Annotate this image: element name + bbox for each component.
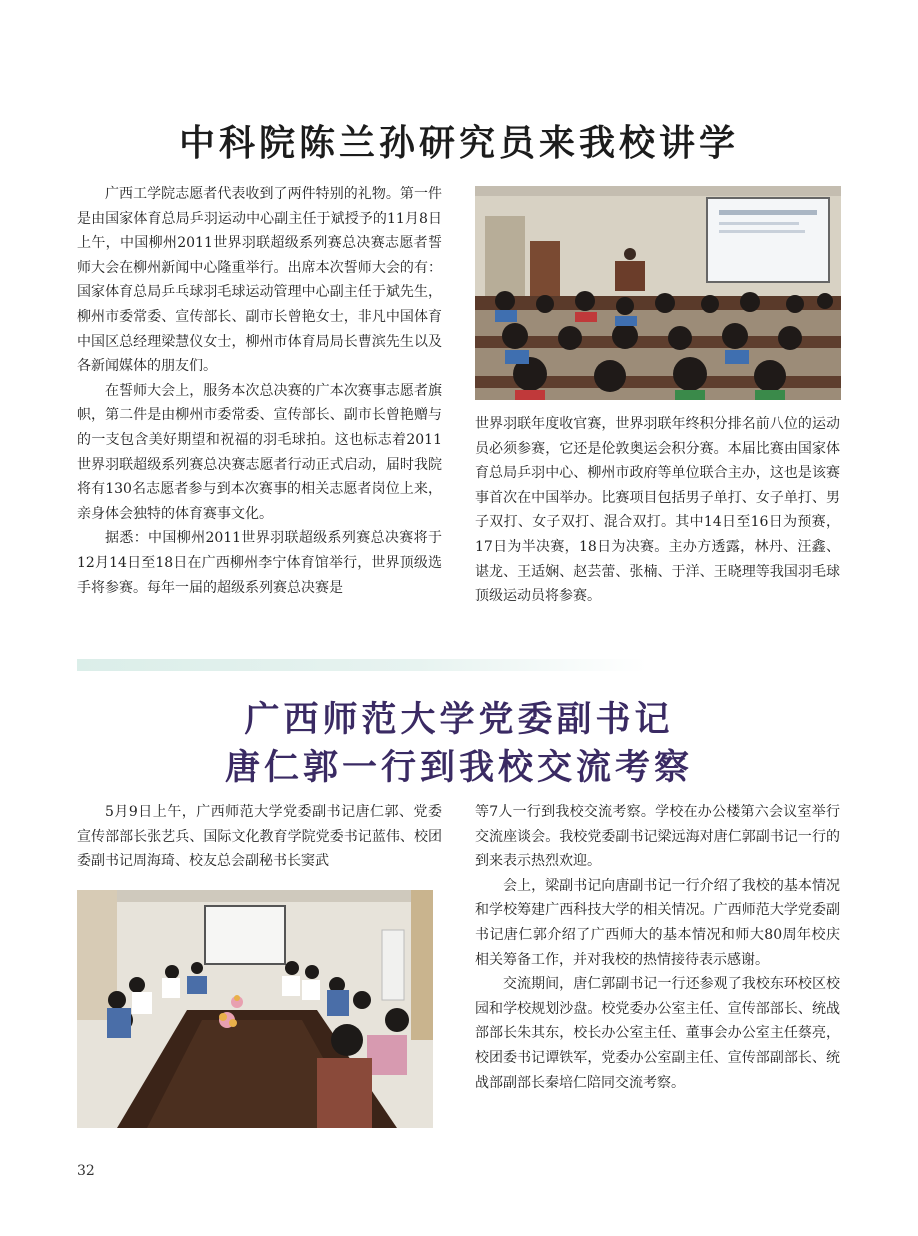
article2-paragraph-4: 交流期间，唐仁郭副书记一行还参观了我校东环校区校园和学校规划沙盘。校党委办公室主任、宣传部部长、统战部部长朱其东，校长办公室主任、董事会办公室主任蔡亮，校团委书记谭铁军，党委办公室副主任、宣传部副部长、统战部副部长秦培仁陪同交流考察。: [475, 976, 840, 1091]
lecture-hall-illustration: [475, 186, 841, 400]
meeting-room-illustration: [77, 890, 433, 1128]
section-divider: [77, 659, 647, 671]
article1-right-column: [475, 412, 840, 609]
article1-left-column: [77, 182, 442, 600]
lecture-hall-photo: [475, 186, 841, 400]
meeting-room-photo: [77, 890, 433, 1128]
page-number: 32: [77, 1163, 95, 1179]
article2-paragraph-3: 会上，梁副书记向唐副书记一行介绍了我校的基本情况和学校筹建广西科技大学的相关情况。广西师范大学党委副书记唐仁郭介绍了广西师大的基本情况和师大80周年校庆相关筹备工作，并对我校的热情接待表示感谢。: [475, 877, 840, 968]
article2-left-column: [77, 800, 442, 874]
article1-paragraph-4: 世界羽联年度收官赛，世界羽联年终积分排名前八位的运动员必须参赛，它还是伦敦奥运会积分赛。本届比赛由国家体育总局乒羽中心、柳州市政府等单位联合主办，这也是该赛事首次在中国举办。比赛项目包括男子单打、女子单打、男子双打、女子双打、混合双打。其中14日至16日为预赛，17日为半决赛，18日为决赛。主办方透露，林丹、汪鑫、谌龙、王适娴、赵芸蕾、张楠、于洋、王晓理等我国羽毛球顶级运动员将参赛。: [475, 416, 840, 605]
article1-title: 中科院陈兰孙研究员来我校讲学: [178, 123, 739, 164]
article2-title-line2: 唐仁郭一行到我校交流考察: [224, 748, 693, 788]
article1-paragraph-3: 据悉：中国柳州2011世界羽联超级系列赛总决赛将于12月14日至18日在广西柳州李宁体育馆举行，世界顶级选手将参赛。每年一届的超级系列赛总决赛是: [77, 530, 442, 596]
article2-right-column: [475, 800, 840, 1095]
article2-paragraph-2: 等7人一行到我校交流考察。学校在办公楼第六会议室举行交流座谈会。我校党委副书记梁远海对唐仁郭副书记一行的到来表示热烈欢迎。: [475, 804, 840, 870]
article1-paragraph-1: 广西工学院志愿者代表收到了两件特别的礼物。第一件是由国家体育总局乒羽运动中心副主任于斌授予的11月8日上午，中国柳州2011世界羽联超级系列赛总决赛志愿者誓师大会在柳州新闻中心隆重举行。出席本次誓师大会的有：国家体育总局乒乓球羽毛球运动管理中心副主任于斌先生，柳州市委常委、宣传部长、副市长曾艳女士，非凡中国体育中国区总经理梁慧仪女士，柳州市体育局局长曹滨先生以及各新闻媒体的朋友们。: [77, 186, 442, 375]
article2-paragraph-1: 5月9日上午，广西师范大学党委副书记唐仁郭、党委宣传部部长张艺兵、国际文化教育学院党委书记蓝伟、校团委副书记周海琦、校友总会副秘书长窦武: [77, 804, 442, 870]
article1-paragraph-2: 在誓师大会上，服务本次总决赛的广本次赛事志愿者旗帜，第二件是由柳州市委常委、宣传部长、副市长曾艳赠与的一支包含美好期望和祝福的羽毛球拍。这也标志着2011世界羽联超级系列赛总决赛志愿者行动正式启动，届时我院将有130名志愿者参与到本次赛事的相关志愿者岗位上来，亲身体会独特的体育赛事文化。: [77, 382, 442, 522]
article2-title-line1: 广西师范大学党委副书记: [244, 700, 674, 740]
